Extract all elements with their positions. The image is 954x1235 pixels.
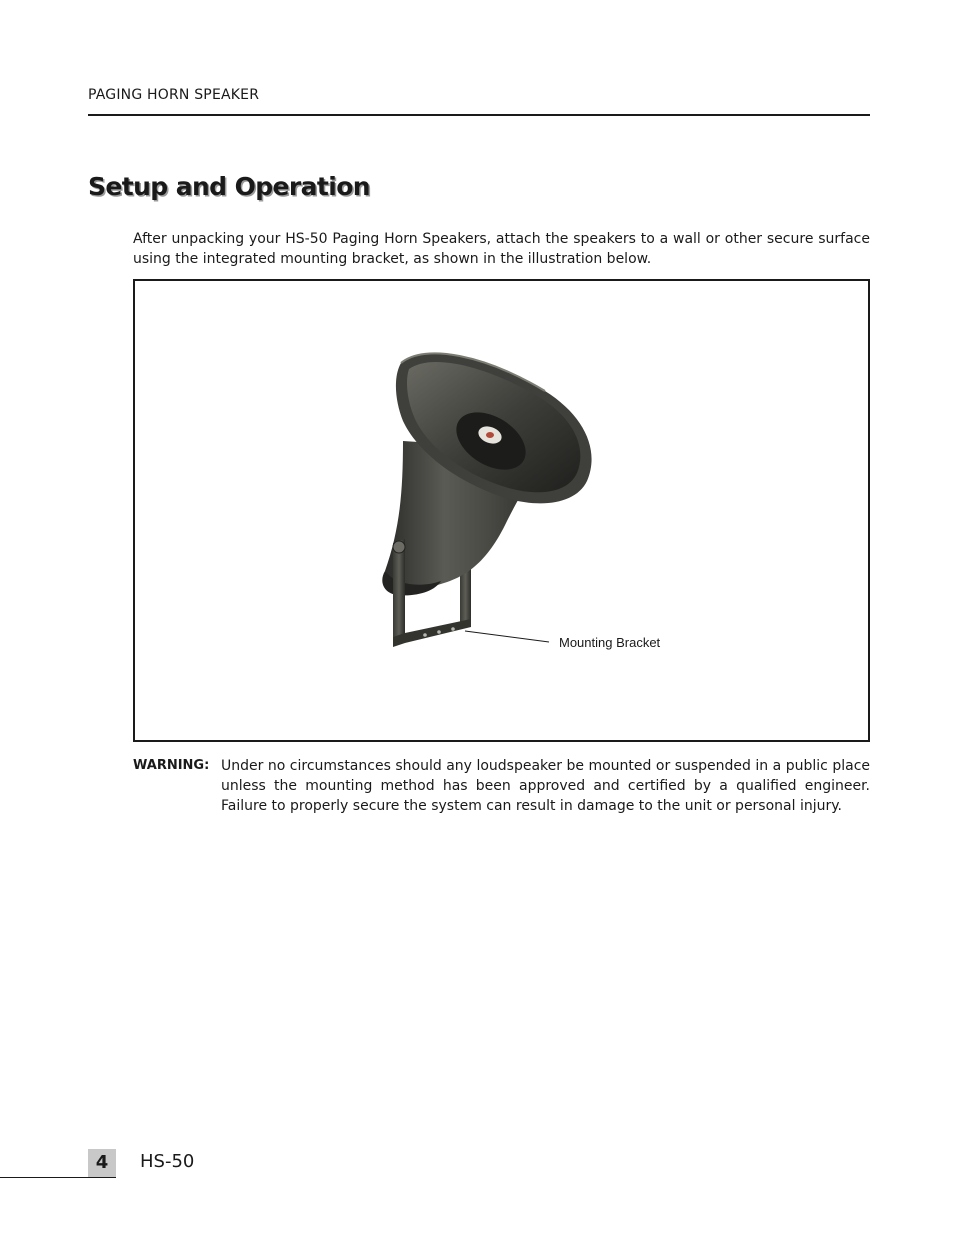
illustration-frame (133, 279, 870, 742)
warning-block (133, 756, 870, 816)
bracket-front-arm (393, 539, 405, 641)
callout-leader-line (465, 631, 549, 642)
bracket-hole (437, 630, 441, 634)
paging-horn-speaker-illustration (135, 281, 868, 740)
bracket-hole (451, 627, 455, 631)
mounting-bracket-label: Mounting Bracket (559, 635, 661, 650)
model-name: HS-50 (140, 1151, 195, 1172)
pivot-bolt (393, 541, 405, 553)
driver-cap-mark (486, 432, 494, 438)
page-number: 4 (88, 1149, 116, 1177)
section-title: Setup and Operation (88, 172, 370, 201)
running-header: PAGING HORN SPEAKER (88, 87, 260, 103)
warning-text: Under no circumstances should any loudspeaker be mounted or suspended in a public place unless the mounting method has been approved and certified by a qualified engineer. Failure to properly secure the system can result in damage to the unit or personal injury. (221, 758, 870, 814)
warning-label: WARNING: (133, 758, 210, 773)
bracket-hole (423, 633, 427, 637)
header-rule (88, 114, 870, 116)
footer-rule (0, 1177, 116, 1178)
intro-paragraph: After unpacking your HS-50 Paging Horn Speakers, attach the speakers to a wall or other secure surface using the integrated mounting bracket, as shown in the illustration below. (133, 231, 870, 267)
